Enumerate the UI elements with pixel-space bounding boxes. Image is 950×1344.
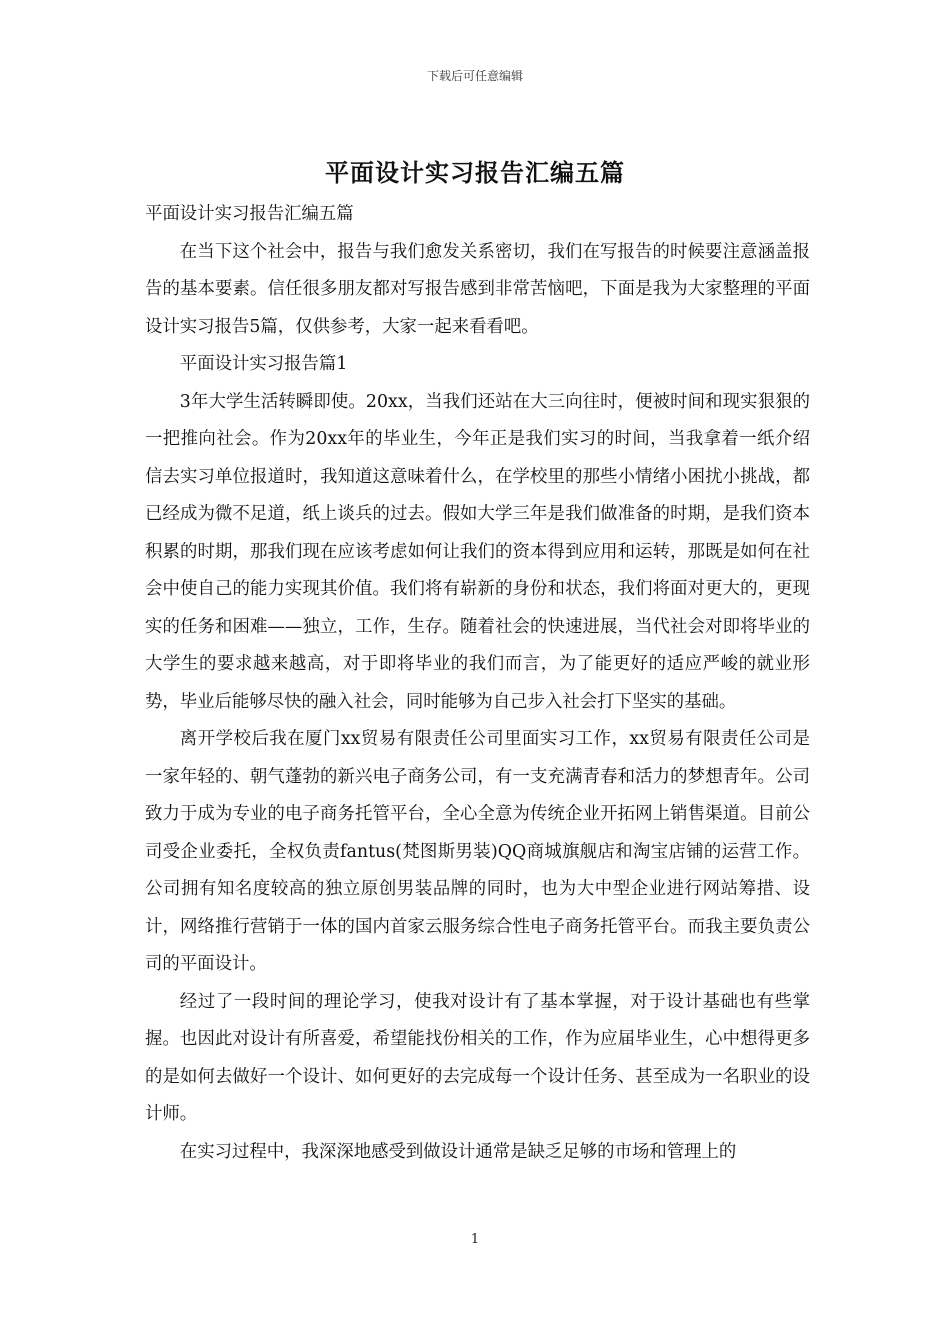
- page-number: 1: [470, 1232, 480, 1247]
- section-heading: 平面设计实习报告篇1: [179, 354, 348, 374]
- document-body: [145, 196, 810, 1171]
- body-paragraph: 离开学校后我在厦门xx贸易有限责任公司里面实习工作，xx贸易有限责任公司是一家年轻的、朝气蓬勃的新兴电子商务公司，有一支充满青春和活力的梦想青年。公司致力于成为专业的电子商务托管平台，全心全意为传统企业开拓网上销售渠道。目前公司受企业委托，全权负责fantus(梵图斯男装)QQ商城旗舰店和淘宝店铺的运营工作。公司拥有知名度较高的独立原创男装品牌的同时，也为大中型企业进行网站筹措、设计，网络推行营销于一体的国内首家云服务综合性电子商务托管平台。而我主要负责公司的平面设计。: [145, 729, 810, 974]
- body-paragraph: 经过了一段时间的理论学习，使我对设计有了基本掌握，对于设计基础也有些掌握。也因此对设计有所喜爱，希望能找份相关的工作，作为应届毕业生，心中想得更多的是如何去做好一个设计、如何更好的去完成每一个设计任务、甚至成为一名职业的设计师。: [145, 991, 810, 1124]
- body-paragraph: 3年大学生活转瞬即使。20xx，当我们还站在大三向往时，便被时间和现实狠狠的一把推向社会。作为20xx年的毕业生，今年正是我们实习的时间，当我拿着一纸介绍信去实习单位报道时，我知道这意味着什么，在学校里的那些小情绪小困扰小挑战，都已经成为微不足道，纸上谈兵的过去。假如大学三年是我们做准备的时期，是我们资本积累的时期，那我们现在应该考虑如何让我们的资本得到应用和运转，那既是如何在社会中使自己的能力实现其价值。我们将有崭新的身份和状态，我们将面对更大的，更现实的任务和困难——独立，工作，生存。随着社会的快速进展，当代社会对即将毕业的大学生的要求越来越高，对于即将毕业的我们而言，为了能更好的适应严峻的就业形势，毕业后能够尽快的融入社会，同时能够为自己步入社会打下坚实的基础。: [145, 391, 810, 712]
- document-subtitle: 平面设计实习报告汇编五篇: [145, 204, 354, 224]
- body-paragraph: 在实习过程中，我深深地感受到做设计通常是缺乏足够的市场和管理上的: [179, 1141, 737, 1162]
- document-title: 平面设计实习报告汇编五篇: [325, 158, 625, 187]
- header-note: 下载后可任意编辑: [426, 69, 523, 83]
- intro-paragraph: 在当下这个社会中，报告与我们愈发关系密切，我们在写报告的时候要注意涵盖报告的基本要素。信任很多朋友都对写报告感到非常苦恼吧，下面是我为大家整理的平面设计实习报告5篇，仅供参考，大家一起来看看吧。: [145, 241, 810, 337]
